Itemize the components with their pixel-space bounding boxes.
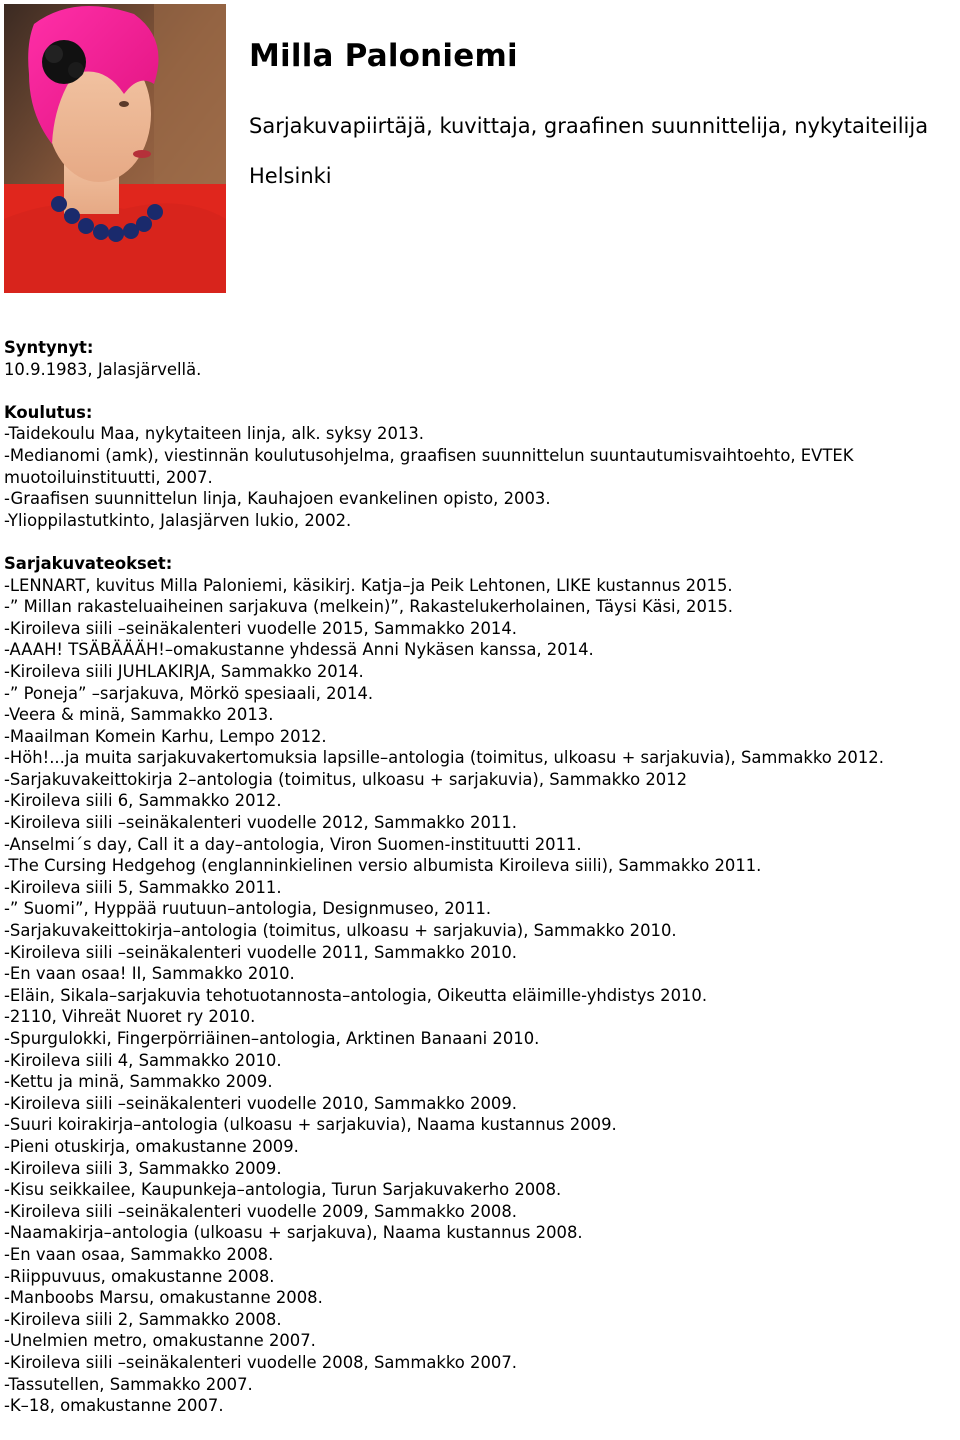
work-item: -En vaan osaa! II, Sammakko 2010. (4, 964, 295, 984)
cv-content (4, 337, 944, 1417)
education-heading: Koulutus: (4, 402, 93, 422)
work-item: -Kiroileva siili –seinäkalenteri vuodelle 2012, Sammakko 2011. (4, 813, 517, 833)
work-item: -En vaan osaa, Sammakko 2008. (4, 1244, 274, 1264)
profession: Sarjakuvapiirtäjä, kuvittaja, graafinen suunnittelija, nykytaiteilija (249, 114, 929, 138)
person-name: Milla Paloniemi (249, 38, 518, 74)
work-item: -Kiroileva siili 4, Sammakko 2010. (4, 1050, 282, 1070)
work-item: -Anselmi´s day, Call it a day–antologia, Viron Suomen-instituutti 2011. (4, 834, 582, 854)
works-heading: Sarjakuvateokset: (4, 553, 173, 573)
work-item: -Sarjakuvakeittokirja–antologia (toimitus, ulkoasu + sarjakuvia), Sammakko 2010. (4, 921, 677, 941)
education-item: -Medianomi (amk), viestinnän koulutusohjelma, graafisen suunnittelun suuntautumisvaihtoehto, EVTEK muotoiluinstituutti, 2007. (4, 445, 854, 487)
work-item: -LENNART, kuvitus Milla Paloniemi, käsikirj. Katja–ja Peik Lehtonen, LIKE kustannus 2015. (4, 575, 733, 595)
work-item: -Spurgulokki, Fingerpörriäinen–antologia, Arktinen Banaani 2010. (4, 1029, 540, 1048)
work-item: -” Suomi”, Hyppää ruutuun–antologia, Designmuseo, 2011. (4, 899, 492, 919)
city: Helsinki (249, 164, 332, 188)
work-item: -Kiroileva siili –seinäkalenteri vuodelle 2011, Sammakko 2010. (4, 942, 517, 962)
work-item: -Pieni otuskirja, omakustanne 2009. (4, 1136, 299, 1156)
work-item: -Kiroileva siili 3, Sammakko 2009. (4, 1158, 282, 1178)
work-item: -Kettu ja minä, Sammakko 2009. (4, 1072, 273, 1092)
work-item: -Sarjakuvakeittokirja 2–antologia (toimitus, ulkoasu + sarjakuvia), Sammakko 2012 (4, 769, 688, 789)
work-item: -Kiroileva siili –seinäkalenteri vuodelle 2009, Sammakko 2008. (4, 1201, 517, 1221)
works-list (4, 575, 944, 1417)
born-heading: Syntynyt: (4, 338, 94, 357)
work-item: -Naamakirja–antologia (ulkoasu + sarjakuva), Naama kustannus 2008. (4, 1223, 583, 1243)
work-item: -Kiroileva siili 5, Sammakko 2011. (4, 877, 282, 897)
education-section (4, 402, 944, 532)
work-item: -2110, Vihreät Nuoret ry 2010. (4, 1007, 256, 1027)
work-item: -Manboobs Marsu, omakustanne 2008. (4, 1288, 323, 1308)
born-section (4, 337, 944, 380)
work-item: -Kiroileva siili –seinäkalenteri vuodelle 2010, Sammakko 2009. (4, 1093, 517, 1113)
work-item: -Höh!...ja muita sarjakuvakertomuksia lapsille–antologia (toimitus, ulkoasu + sarjakuvia), Sammakko 2012. (4, 748, 884, 768)
education-item: -Ylioppilastutkinto, Jalasjärven lukio, 2002. (4, 510, 352, 530)
education-list (4, 423, 944, 531)
work-item: -Kiroileva siili –seinäkalenteri vuodelle 2015, Sammakko 2014. (4, 618, 517, 638)
profile-photo (4, 4, 226, 293)
born-value: 10.9.1983, Jalasjärvellä. (4, 359, 202, 379)
work-item: -Tassutellen, Sammakko 2007. (4, 1374, 253, 1394)
work-item: -Veera & minä, Sammakko 2013. (4, 705, 274, 725)
education-item: -Graafisen suunnittelun linja, Kauhajoen evankelinen opisto, 2003. (4, 489, 551, 509)
work-item: -AAAH! TSÄBÄÄÄH!–omakustanne yhdessä Anni Nykäsen kanssa, 2014. (4, 640, 594, 660)
work-item: -Kiroileva siili 6, Sammakko 2012. (4, 791, 282, 811)
work-item: -Suuri koirakirja–antologia (ulkoasu + sarjakuvia), Naama kustannus 2009. (4, 1115, 617, 1135)
work-item: -Kiroileva siili JUHLAKIRJA, Sammakko 2014. (4, 661, 364, 681)
education-item: -Taidekoulu Maa, nykytaiteen linja, alk. syksy 2013. (4, 424, 424, 444)
work-item: -Riippuvuus, omakustanne 2008. (4, 1266, 275, 1286)
work-item: -K–18, omakustanne 2007. (4, 1396, 224, 1416)
work-item: -Unelmien metro, omakustanne 2007. (4, 1331, 316, 1351)
profile-header (4, 4, 960, 294)
work-item: -Kisu seikkailee, Kaupunkeja–antologia, Turun Sarjakuvakerho 2008. (4, 1180, 562, 1200)
work-item: -” Poneja” –sarjakuva, Mörkö spesiaali, 2014. (4, 683, 374, 703)
work-item: -Maailman Komein Karhu, Lempo 2012. (4, 726, 327, 746)
works-section (4, 553, 944, 1417)
work-item: -Kiroileva siili –seinäkalenteri vuodelle 2008, Sammakko 2007. (4, 1352, 517, 1372)
work-item: -” Millan rakasteluaiheinen sarjakuva (melkein)”, Rakastelukerholainen, Täysi Käsi, 2015. (4, 597, 733, 617)
work-item: -The Cursing Hedgehog (englanninkielinen versio albumista Kiroileva siili), Sammakko 2011. (4, 856, 762, 876)
work-item: -Kiroileva siili 2, Sammakko 2008. (4, 1309, 282, 1329)
work-item: -Eläin, Sikala–sarjakuvia tehotuotannosta–antologia, Oikeutta eläimille-yhdistys 2010. (4, 985, 708, 1005)
